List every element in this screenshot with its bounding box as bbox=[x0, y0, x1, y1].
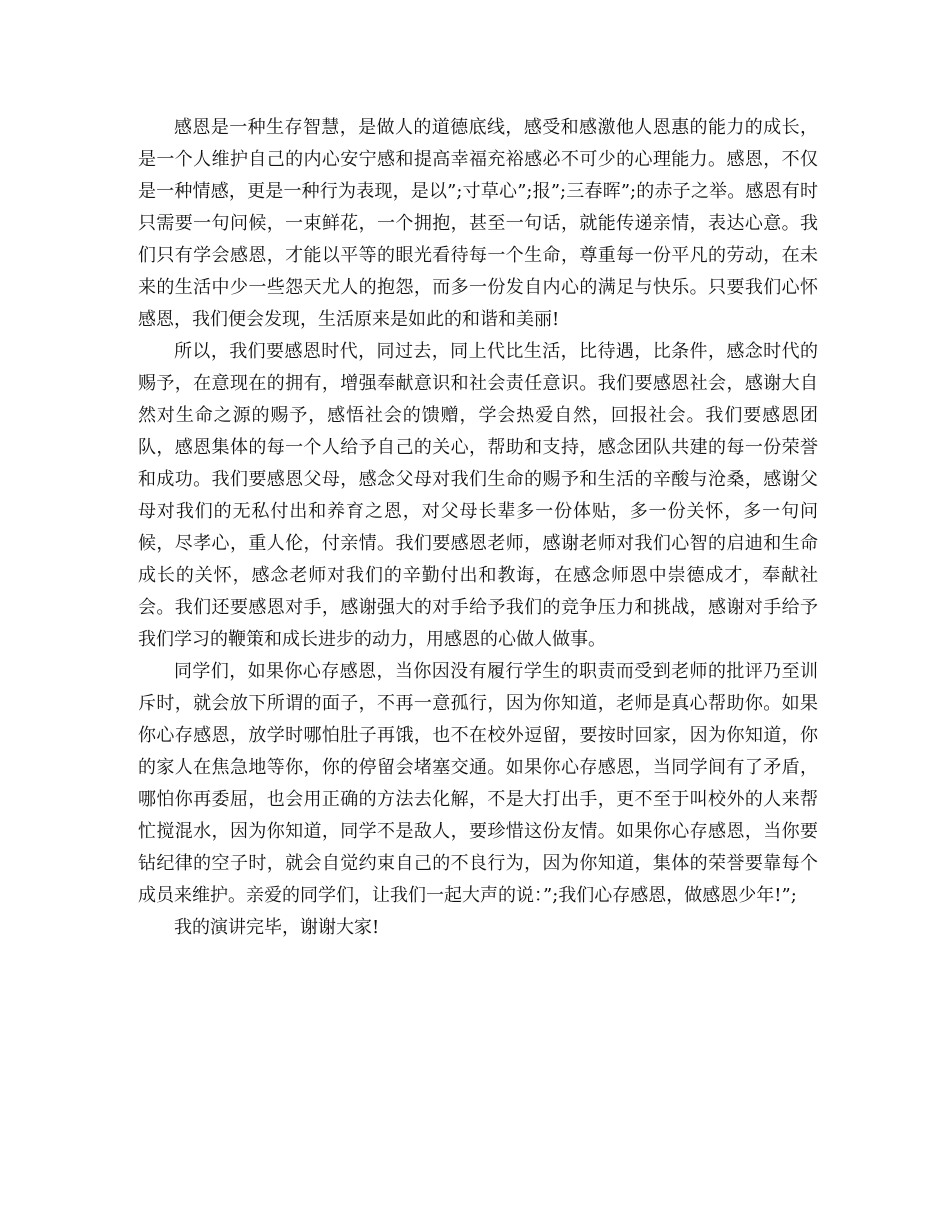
paragraph-students: 同学们，如果你心存感恩，当你因没有履行学生的职责而受到老师的批评乃至训斥时，就会放下所谓的面子，不再一意孤行，因为你知道，老师是真心帮助你。如果你心存感恩，放学时哪怕肚子再饿，也不在校外逗留，要按时回家，因为你知道，你的家人在焦急地等你，你的停留会堵塞交通。如果你心存感恩，当同学间有了矛盾，哪怕你再委屈，也会用正确的方法去化解，不是大打出手，更不至于叫校外的人来帮忙搅混水，因为你知道，同学不是敌人，要珍惜这份友情。如果你心存感恩，当你要钻纪律的空子时，就会自觉约束自己的不良行为，因为你知道，集体的荣誉要靠每个成员来维护。亲爱的同学们，让我们一起大声的说：”;我们心存感恩，做感恩少年!”; bbox=[138, 661, 818, 906]
paragraph-closing: 我的演讲完毕，谢谢大家! bbox=[174, 917, 380, 938]
paragraph-intro: 感恩是一种生存智慧，是做人的道德底线，感受和感激他人恩惠的能力的成长，是一个人维护自己的内心安宁感和提高幸福充裕感必不可少的心理能力。感恩，不仅是一种情感，更是一种行为表现，是以”;寸草心”;报”;三春晖”;的赤子之举。感恩有时只需要一句问候，一束鲜花，一个拥抱，甚至一句话，就能传递亲情，表达心意。我们只有学会感恩，才能以平等的眼光看待每一个生命，尊重每一份平凡的劳动，在未来的生活中少一些怨天尤人的抱怨，而多一份发自内心的满足与快乐。只要我们心怀感恩，我们便会发现，生活原来是如此的和谐和美丽! bbox=[138, 117, 818, 330]
document-body bbox=[138, 112, 818, 944]
paragraph-gratitude-list: 所以，我们要感恩时代，同过去，同上代比生活，比待遇，比条件，感念时代的赐予，在意现在的拥有，增强奉献意识和社会责任意识。我们要感恩社会，感谢大自然对生命之源的赐予，感悟社会的馈赠，学会热爱自然，回报社会。我们要感恩团队，感恩集体的每一个人给予自己的关心，帮助和支持，感念团队共建的每一份荣誉和成功。我们要感恩父母，感念父母对我们生命的赐予和生活的辛酸与沧桑，感谢父母对我们的无私付出和养育之恩，对父母长辈多一份体贴，多一份关怀，多一句问候，尽孝心，重人伦，付亲情。我们要感恩老师，感谢老师对我们心智的启迪和生命成长的关怀，感念老师对我们的辛勤付出和教诲，在感念师恩中崇德成才，奉献社会。我们还要感恩对手，感谢强大的对手给予我们的竞争压力和挑战，感谢对手给予我们学习的鞭策和成长进步的动力，用感恩的心做人做事。 bbox=[138, 341, 818, 650]
